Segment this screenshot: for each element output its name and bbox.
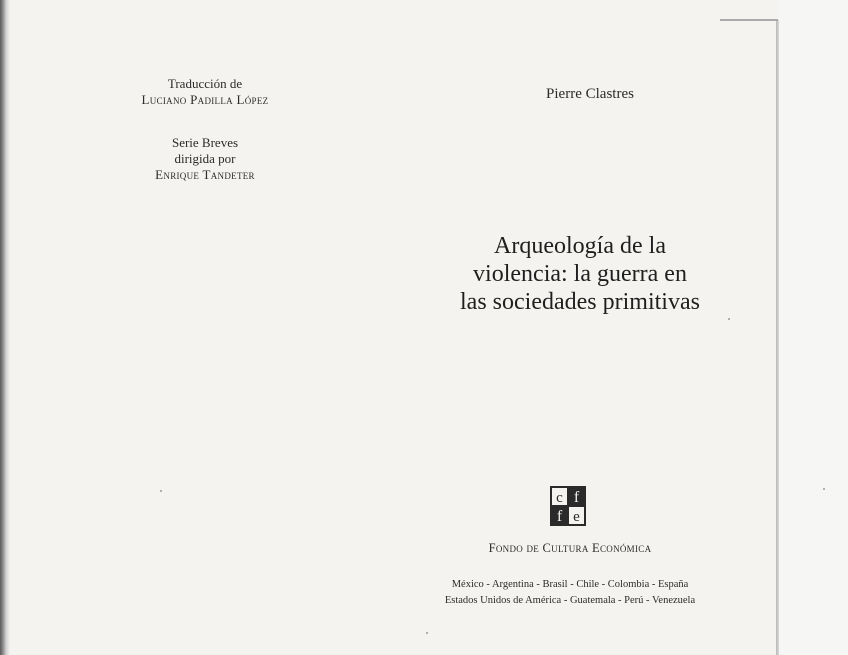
series-director: Enrique Tandeter [155,167,255,182]
translation-credit [100,76,310,108]
publisher-locations [395,577,745,609]
translator-name: Luciano Padilla López [141,92,269,107]
series-credit [100,135,310,183]
svg-text:e: e [573,509,580,525]
title-line: Arqueología de la [494,233,666,259]
scan-speck [728,318,730,320]
directed-by-label: dirigida por [174,151,236,166]
title-line: las sociedades primitivas [460,289,700,315]
locations-line: Estados Unidos de América - Guatemala - Perú - Venezuela [444,595,696,606]
book-title [430,232,730,316]
title-line: violencia: la guerra en [473,261,687,287]
svg-text:f: f [573,489,580,506]
scan-speck [426,632,428,634]
locations-line: México - Argentina - Brasil - Chile - Colombia - España [451,579,689,590]
scan-speck [823,488,825,490]
left-binding-shadow [0,0,10,655]
scan-speck [160,490,162,492]
publisher-name: Fondo de Cultura Económica [488,541,652,555]
translation-label: Traducción de [167,76,243,91]
svg-text:f: f [556,508,563,525]
series-name: Serie Breves [171,135,239,150]
svg-text:c: c [556,490,563,506]
author-name: Pierre Clastres [546,86,634,102]
right-outer-margin [778,0,848,655]
top-page-edge-line [720,19,778,21]
publisher-logo [550,486,586,526]
right-page-edge [776,20,779,655]
